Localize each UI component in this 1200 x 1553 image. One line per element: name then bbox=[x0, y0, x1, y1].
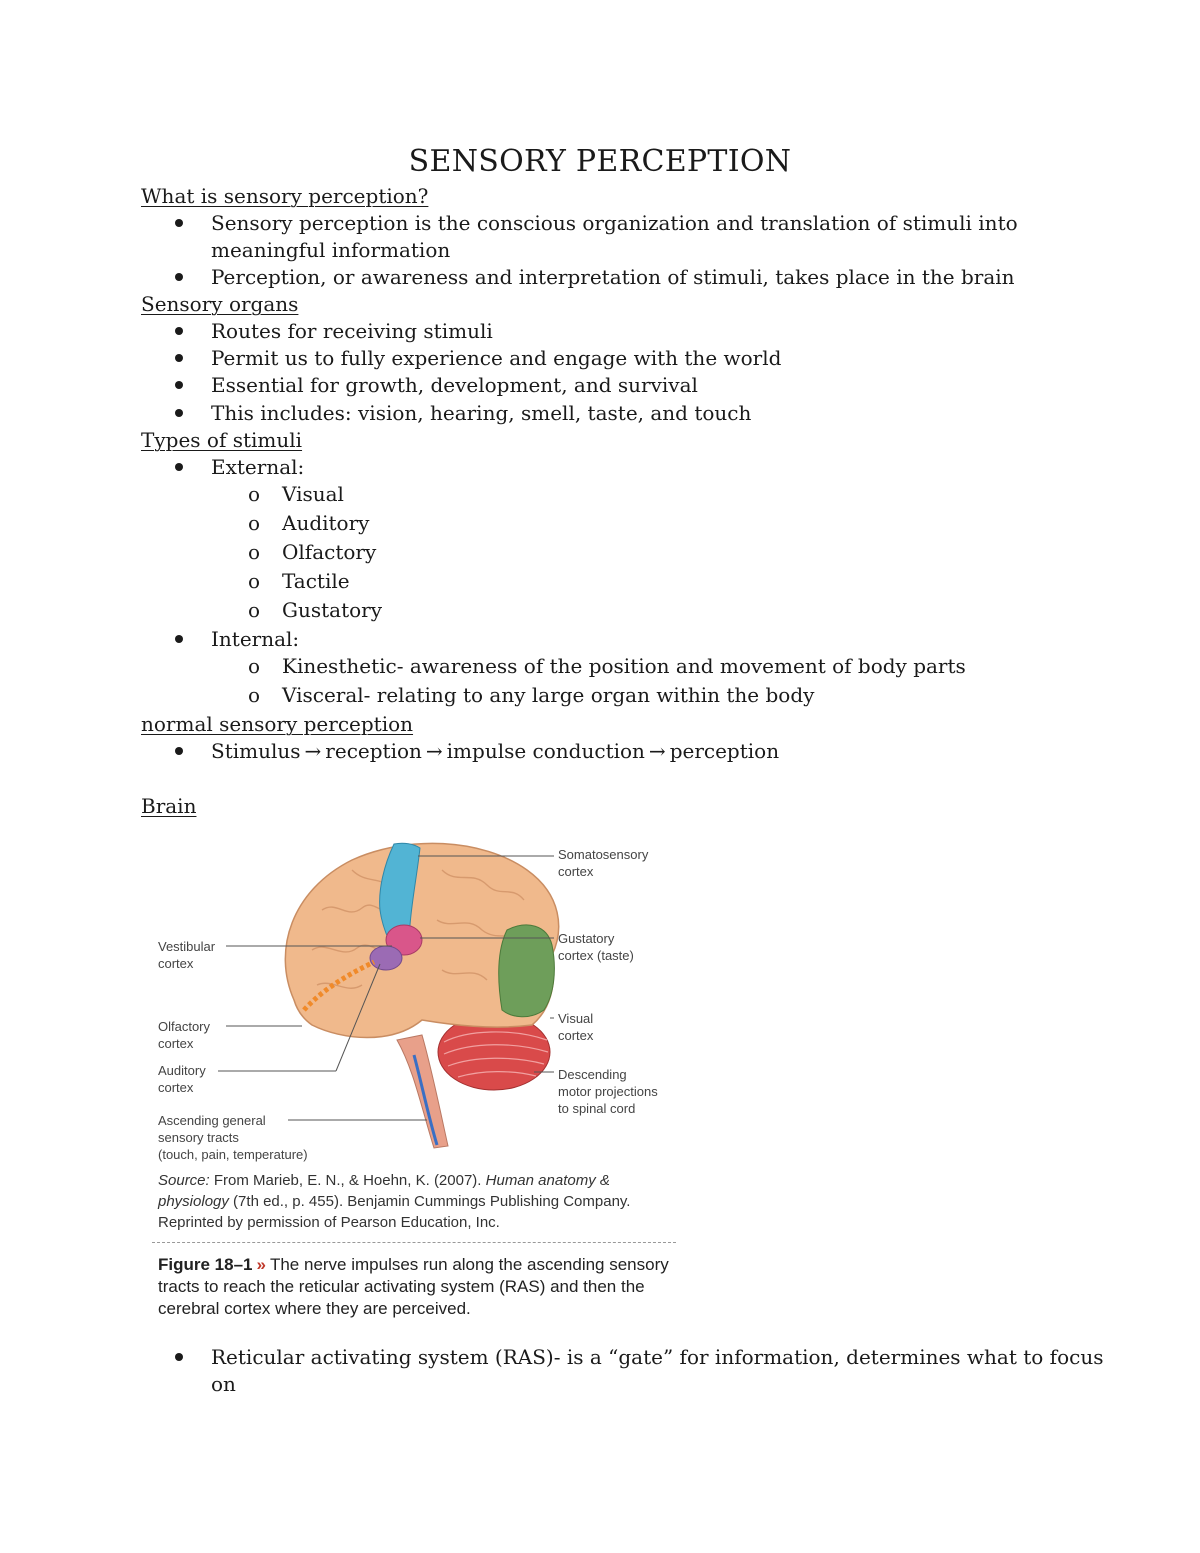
flow-step: reception bbox=[325, 739, 422, 763]
label-descending: Descending motor projections to spinal cord bbox=[558, 1067, 658, 1116]
arrow-right-icon: → bbox=[648, 739, 666, 763]
sub-list-item: o Gustatory bbox=[282, 597, 382, 623]
page-title: SENSORY PERCEPTION bbox=[408, 144, 792, 179]
list-item-continuation: on bbox=[211, 1372, 236, 1396]
source-prefix: Source: bbox=[158, 1172, 210, 1189]
list-item: Permit us to fully experience and engage with the world bbox=[211, 346, 782, 370]
figure-label: Figure 18–1 bbox=[158, 1255, 253, 1274]
source-text: From Marieb, E. N., & Hoehn, K. (2007). bbox=[209, 1172, 486, 1189]
list-item: Routes for receiving stimuli bbox=[211, 319, 493, 343]
vestibular-cortex-region bbox=[370, 946, 402, 970]
chevron-right-icon: » bbox=[256, 1255, 266, 1274]
sub-list-item: o Visceral- relating to any large organ within the body bbox=[282, 682, 814, 708]
sub-list-item: o Kinesthetic- awareness of the position and movement of body parts bbox=[282, 653, 966, 679]
list-item: Perception, or awareness and interpretation of stimuli, takes place in the brain bbox=[211, 265, 1015, 289]
label-auditory: Auditory cortex bbox=[158, 1063, 206, 1095]
source-text: (7th ed., p. 455). Benjamin Cummings Publishing Company. Reprinted by permission of Pearson Education, Inc. bbox=[158, 1193, 631, 1231]
label-ascending: Ascending general sensory tracts (touch, pain, temperature) bbox=[158, 1113, 308, 1162]
section-heading-normal: normal sensory perception bbox=[141, 712, 414, 736]
sub-list-item: o Auditory bbox=[282, 510, 369, 536]
section-heading-stimuli: Types of stimuli bbox=[141, 428, 303, 452]
label-vestibular: Vestibular cortex bbox=[158, 939, 216, 971]
list-item-internal: Internal: bbox=[211, 627, 300, 651]
perception-flow bbox=[211, 738, 779, 764]
label-gustatory: Gustatory cortex (taste) bbox=[558, 931, 634, 963]
list-item: This includes: vision, hearing, smell, taste, and touch bbox=[211, 401, 752, 425]
sub-list-item: o Visual bbox=[282, 481, 344, 507]
flow-step: Stimulus bbox=[211, 739, 301, 763]
flow-step: perception bbox=[669, 739, 780, 763]
visual-cortex-region bbox=[499, 925, 555, 1017]
brain-figure bbox=[152, 830, 680, 1326]
sub-list-item: o Olfactory bbox=[282, 539, 376, 565]
label-olfactory: Olfactory cortex bbox=[158, 1019, 211, 1051]
list-item-ras: Reticular activating system (RAS)- is a “gate” for information, determines what to focus bbox=[211, 1345, 1104, 1369]
arrow-right-icon: → bbox=[304, 739, 322, 763]
figure-caption bbox=[158, 1254, 678, 1320]
source-title: Human anatomy & physiology bbox=[158, 1172, 610, 1210]
flow-step: impulse conduction bbox=[446, 739, 645, 763]
list-item-continuation: meaningful information bbox=[211, 238, 451, 262]
caption-text: The nerve impulses run along the ascending sensory tracts to reach the reticular activating system (RAS) and then the cerebral cortex where they are perceived. bbox=[158, 1255, 669, 1318]
section-heading-brain: Brain bbox=[141, 794, 197, 818]
list-item: Essential for growth, development, and survival bbox=[211, 373, 698, 397]
arrow-right-icon: → bbox=[425, 739, 443, 763]
label-somatosensory: Somatosensory cortex bbox=[558, 847, 649, 879]
label-visual: Visual cortex bbox=[558, 1011, 594, 1043]
sub-list-item: o Tactile bbox=[282, 568, 350, 594]
section-heading-organs: Sensory organs bbox=[141, 292, 299, 316]
section-heading-what: What is sensory perception? bbox=[141, 184, 429, 208]
list-item: Sensory perception is the conscious organization and translation of stimuli into bbox=[211, 211, 1018, 235]
figure-source bbox=[158, 1170, 678, 1233]
list-item-external: External: bbox=[211, 455, 305, 479]
figure-divider bbox=[152, 1242, 676, 1243]
